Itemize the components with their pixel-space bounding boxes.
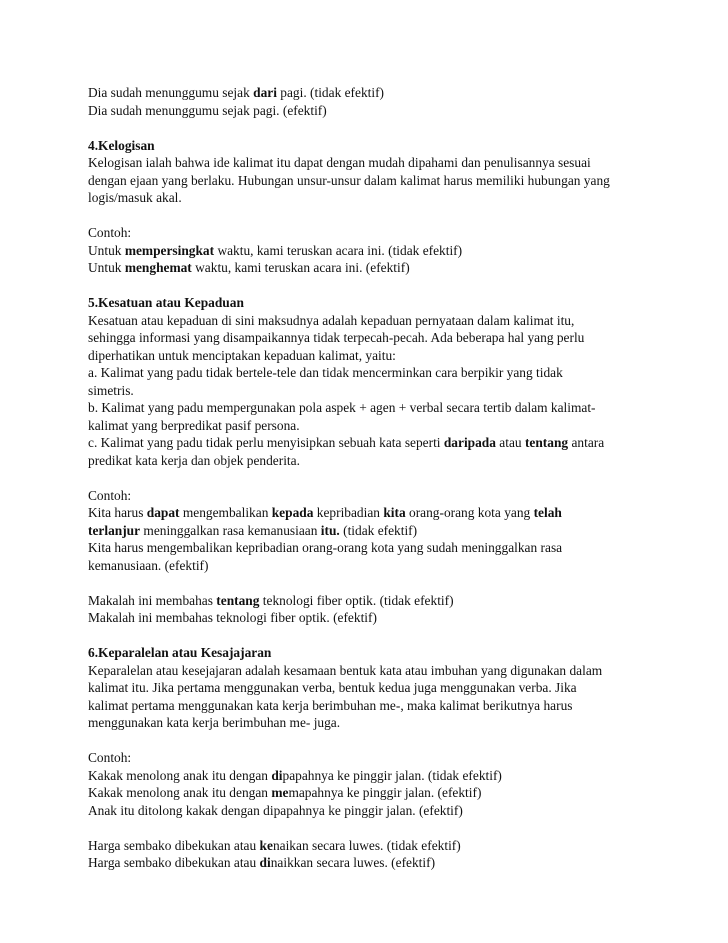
text-run: Kakak menolong anak itu dengan	[88, 767, 272, 783]
text-run: predikat kata kerja dan objek penderita.	[88, 452, 300, 468]
bold-text: 4.Kelogisan	[88, 137, 155, 153]
bold-text: telah	[533, 505, 562, 520]
block-sec-5-contoh-b	[88, 592, 688, 627]
text-run: c. Kalimat yang padu tidak perlu menyisipkan sebuah kata seperti	[88, 435, 444, 450]
text-run: pagi. (tidak efektif)	[276, 85, 385, 100]
text-run: kemanusiaan. (efektif)	[88, 557, 209, 573]
block-sec-6	[88, 644, 688, 732]
bold-text: kita	[383, 505, 406, 520]
bold-text: di	[259, 855, 271, 870]
text-run: a. Kalimat yang padu tidak bertele-tele dan tidak mencerminkan cara berpikir yang tidak	[88, 365, 563, 380]
bold-text: dapat	[146, 505, 180, 520]
text-line	[88, 137, 688, 155]
text-line	[88, 609, 688, 627]
text-run: Contoh:	[88, 225, 132, 240]
text-run: b. Kalimat yang padu mempergunakan pola aspek + agen + verbal secara tertib dalam kalimat-	[88, 400, 596, 415]
text-line	[88, 522, 688, 540]
text-run: naikkan secara luwes. (efektif)	[270, 855, 436, 870]
text-line	[88, 224, 688, 242]
text-run: dengan ejaan yang berlaku. Hubungan unsur-unsur dalam kalimat harus memiliki hubungan yang	[88, 172, 610, 188]
text-line	[88, 399, 688, 417]
text-run: Anak itu ditolong kakak dengan dipapahnya ke pinggir jalan. (efektif)	[88, 802, 463, 818]
text-run: teknologi fiber optik. (tidak efektif)	[259, 592, 454, 608]
text-line	[88, 784, 688, 802]
text-line	[88, 714, 688, 732]
bold-text: daripada	[443, 435, 496, 450]
text-run: orang-orang kota yang	[405, 505, 534, 520]
text-line	[88, 172, 688, 190]
bold-text: tentang	[524, 435, 569, 450]
paragraph-gap	[88, 119, 688, 137]
text-run: simetris.	[88, 382, 134, 398]
text-line	[88, 802, 688, 820]
text-run: antara	[568, 435, 605, 450]
bold-text: menghemat	[124, 260, 192, 275]
paragraph-gap	[88, 627, 688, 645]
block-sec-4	[88, 137, 688, 207]
text-run: diperhatikan untuk menciptakan kepaduan kalimat, yaitu:	[88, 347, 396, 363]
text-run: Keparalelan atau kesejajaran adalah kesamaan bentuk kata atau imbuhan yang digunakan dalam	[88, 662, 603, 678]
text-line	[88, 767, 688, 785]
text-line	[88, 679, 688, 697]
text-run: Makalah ini membahas teknologi fiber optik. (efektif)	[88, 610, 377, 625]
text-run: Kita harus	[88, 505, 147, 520]
text-line	[88, 662, 688, 680]
text-run: mengembalikan	[179, 505, 272, 520]
text-run: Dia sudah menunggumu sejak pagi. (efektif)	[88, 102, 327, 118]
text-line	[88, 259, 688, 277]
block-sec-6-contoh-b	[88, 837, 688, 872]
text-run: naikan secara luwes. (tidak efektif)	[272, 837, 461, 853]
text-run: waktu, kami teruskan acara ini. (tidak efektif)	[214, 242, 463, 258]
text-line	[88, 347, 688, 365]
text-run: sehingga informasi yang disampaikannya tidak terpecah-pecah. Ada beberapa hal yang perlu	[88, 330, 585, 345]
text-line	[88, 417, 688, 435]
text-run: meninggalkan rasa kemanusiaan	[140, 522, 321, 538]
bold-text: mempersingkat	[124, 242, 215, 258]
text-run: Dia sudah menunggumu sejak	[88, 85, 254, 100]
text-line	[88, 364, 688, 382]
text-run: Contoh:	[88, 750, 132, 765]
text-run: papahnya ke pinggir jalan. (tidak efektif)	[282, 767, 502, 783]
text-line	[88, 84, 688, 102]
paragraph-gap	[88, 469, 688, 487]
text-line	[88, 854, 688, 872]
bold-text: 6.Keparalelan atau Kesajajaran	[88, 645, 272, 660]
text-run: Kesatuan atau kepaduan di sini maksudnya adalah kepaduan pernyataan dalam kalimat itu,	[88, 312, 575, 328]
text-run: kalimat yang berpredikat pasif persona.	[88, 417, 300, 433]
text-run: Untuk	[88, 242, 125, 258]
text-line	[88, 539, 688, 557]
paragraph-gap	[88, 819, 688, 837]
text-run: waktu, kami teruskan acara ini. (efektif)	[191, 260, 410, 275]
bold-text: di	[271, 767, 283, 783]
text-run: (tidak efektif)	[339, 522, 418, 538]
text-line	[88, 749, 688, 767]
text-line	[88, 154, 688, 172]
text-run: Kelogisan ialah bahwa ide kalimat itu dapat dengan mudah dipahami dan penulisannya sesuai	[88, 155, 591, 170]
text-line	[88, 837, 688, 855]
text-run: Kita harus mengembalikan kepribadian orang-orang kota yang sudah meninggalkan rasa	[88, 540, 563, 555]
text-run: kalimat itu. Jika pertama menggunakan verba, bentuk kedua juga menggunakan verba. Jika	[88, 680, 577, 695]
block-sec-5-contoh-a	[88, 487, 688, 575]
bold-text: 5.Kesatuan atau Kepaduan	[88, 295, 244, 310]
text-line	[88, 189, 688, 207]
text-line	[88, 382, 688, 400]
text-run: Harga sembako dibekukan atau	[88, 855, 260, 870]
bold-text: terlanjur	[88, 522, 141, 538]
text-run: mapahnya ke pinggir jalan. (efektif)	[288, 785, 482, 800]
text-run: kalimat pertama menggunakan kata kerja berimbuhan me-, maka kalimat berikutnya harus	[88, 697, 573, 713]
text-run: Makalah ini membahas	[88, 592, 217, 608]
text-run: kepribadian	[313, 505, 384, 520]
text-line	[88, 644, 688, 662]
bold-text: dari	[253, 85, 277, 100]
text-line	[88, 592, 688, 610]
bold-text: me	[271, 785, 289, 800]
text-line	[88, 697, 688, 715]
paragraph-gap	[88, 732, 688, 750]
text-line	[88, 434, 688, 452]
text-run: Harga sembako dibekukan atau	[88, 837, 260, 853]
text-line	[88, 294, 688, 312]
text-line	[88, 487, 688, 505]
text-line	[88, 312, 688, 330]
text-run: logis/masuk akal.	[88, 190, 182, 205]
text-line	[88, 557, 688, 575]
block-ex-dari	[88, 84, 688, 119]
block-sec-6-contoh-a	[88, 749, 688, 819]
paragraph-gap	[88, 207, 688, 225]
bold-text: itu.	[320, 522, 340, 538]
text-line	[88, 242, 688, 260]
document-page	[88, 84, 688, 872]
paragraph-gap	[88, 574, 688, 592]
bold-text: ke	[259, 837, 273, 853]
block-sec-5	[88, 294, 688, 469]
text-line	[88, 329, 688, 347]
block-sec-4-contoh	[88, 224, 688, 277]
text-run: atau	[495, 435, 525, 450]
text-line	[88, 452, 688, 470]
paragraph-gap	[88, 277, 688, 295]
text-run: Kakak menolong anak itu dengan	[88, 785, 272, 800]
text-run: Untuk	[88, 260, 125, 275]
bold-text: kepada	[271, 505, 314, 520]
text-run: Contoh:	[88, 487, 132, 503]
bold-text: tentang	[216, 592, 260, 608]
text-line	[88, 102, 688, 120]
text-line	[88, 504, 688, 522]
text-run: menggunakan kata kerja berimbuhan me- juga.	[88, 715, 341, 730]
